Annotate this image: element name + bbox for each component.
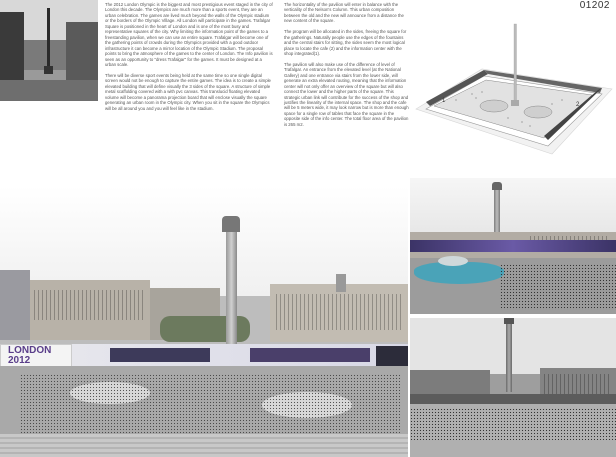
- sheet-code: 01202: [579, 0, 610, 11]
- axonometric-model: [412, 14, 616, 164]
- axon-label-2: 2: [576, 102, 580, 108]
- col2-paragraph-2: The program will be allocated in the sides, freeing the square for the gatherings. Naturally people use the edges of the fountains and the central stairs for sitting, the sides seem the most logical place to locate the cafe (2) and the information center with the shop integrated(1).: [284, 29, 407, 57]
- main-render-image: [0, 186, 408, 457]
- fountain-render-image: [410, 178, 616, 314]
- square-bw-photo: [410, 318, 616, 457]
- axon-label-1: 1: [442, 98, 446, 104]
- col1-paragraph-1: The 2012 London Olympic is the biggest and most prestigious event staged in the city of London this decade. The Olympics are much more than a sports event, they are an urban celebration. The games are lived much beyond the walls of the Olympic stadium or the borders of the Olympic Village. All London will participate in the games. Trafalgar Square is positioned in the heart of London and is one of the most busy and representative squares of the city. Why limiting the information point of the games to a freestanding pavilion, when we can use an entire square. Trafalgar will become one of the gathering points of crowds during the Olympics provided with a good outdoor infrastructure it can become a mirror location of the Olympic Stadium. The proposal points to bring the atmosphere of the games to the center of London. The Info pavilion is seen as an opportunity to "dress Trafalgar" for the games. It must be designed at a urban scale.: [105, 2, 273, 67]
- banner-text: LONDON 2012: [8, 345, 52, 366]
- col2-paragraph-1: The horizontality of the pavilion will enter in balance with the verticality of the Nelson's Column. This urban composition between the old and the new will announce from a distance the new content of the square.: [284, 2, 404, 24]
- trafalgar-bw-photo: [0, 0, 98, 101]
- col2-paragraph-3: The pavilion will also make use of the difference of level of Trafalgar. An entrance from the elevated level (at the National Gallery) and one entrance via stairs from the lower side, will generate an extra elevated routing, meaning that the information center will not only offer an overview of the square but will also connect the lower and the higher parts of the square. This strategic urban link will contribute for the success of the shop and justifies the linearity of the internal space. The shop and the cafe will be 5 meters wide, it may look narrow but is more than enough space for a single row of tables that face the square in the opposite side of the info center. The total floor area of the pavilion is 265 m2.: [284, 61, 409, 127]
- col1-paragraph-2: There will be diverse sport events being held at the same time so one single digital screen would not be enough to capture the entire games. The idea is to create a simple elevated building that will define visually the 3 sides of the square. A structure of simple metal scaffolding covered with a with pvc canvas. This translucid floating elevated volume will become a panorama projection board that will enclose visually the square generating an urban room in the Olympic city. When you sit in the square the Olympics will be all around you and you will feel like in the stadium.: [105, 72, 271, 111]
- text-column-1: [105, 2, 273, 116]
- text-column-2: [284, 2, 410, 133]
